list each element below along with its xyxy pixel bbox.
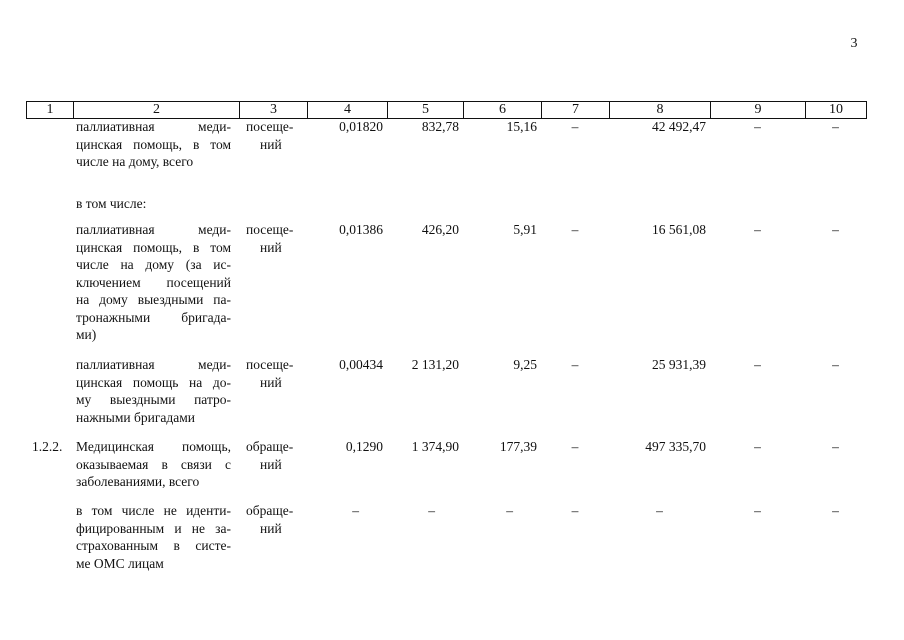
row-code [26, 195, 73, 221]
row-name-line: тронажными бригада- [76, 309, 231, 325]
cell-col9: – [754, 439, 761, 454]
column-number-6: 6 [464, 102, 542, 119]
cell-col10: – [832, 222, 839, 237]
row-name [73, 438, 239, 502]
cell-col4: 0,00434 [339, 357, 383, 372]
cell-col9: – [754, 119, 761, 134]
row-name-line: в том числе не иденти- [76, 503, 231, 518]
column-number-4: 4 [308, 102, 388, 119]
row-name-line: ключением посещений [76, 274, 231, 290]
cell-col5: 426,20 [421, 222, 459, 237]
row-name-line: числе на дому, всего [76, 154, 194, 169]
row-unit-line: обраще- [246, 439, 294, 454]
column-number-7: 7 [542, 102, 610, 119]
cell-col4: 0,01820 [339, 119, 383, 134]
cell-col6: – [506, 503, 513, 518]
row-name-line: числе на дому (за ис- [76, 257, 231, 272]
row-name-line: му выездными патро- [76, 392, 231, 407]
cell-col10: – [832, 119, 839, 134]
row-unit [239, 356, 307, 438]
row-name [73, 195, 239, 221]
row-name [73, 221, 239, 356]
cell-col4: – [352, 503, 359, 518]
row-name-line: Медицинская помощь, [76, 439, 231, 454]
row-name-line: паллиативная меди- [76, 222, 231, 237]
row-name-line: оказываемая в связи с [76, 456, 231, 472]
cell-col6: 5,91 [513, 222, 537, 237]
row-unit-line: ний [260, 456, 282, 472]
row-name-line: заболеваниями, всего [76, 474, 200, 489]
cell-col7: – [571, 439, 579, 454]
row-name-line: цинская помощь, в том [76, 136, 231, 152]
cell-col7: – [571, 119, 579, 134]
cell-col6: 15,16 [506, 119, 537, 134]
data-table [26, 118, 866, 580]
row-name-line: в том числе: [76, 196, 147, 211]
cell-col5: 1 374,90 [411, 439, 459, 454]
row-code [26, 356, 73, 438]
cell-col10: – [832, 503, 839, 518]
cell-col8: 25 931,39 [652, 357, 706, 372]
row-name [73, 356, 239, 438]
row-unit-line: ний [260, 239, 282, 255]
cell-col7: – [571, 503, 579, 518]
cell-col4: 0,01386 [339, 222, 383, 237]
column-number-5: 5 [388, 102, 464, 119]
row-name-line: ме ОМС лицам [76, 555, 164, 571]
row-unit-line: ний [260, 136, 282, 152]
row-unit [239, 118, 307, 195]
cell-col7: – [571, 222, 579, 237]
cell-col5: 2 131,20 [411, 357, 459, 372]
cell-col10: – [832, 439, 839, 454]
row-code [26, 221, 73, 356]
row-name-line: цинская помощь на до- [76, 374, 231, 390]
row-unit-line: ний [260, 374, 282, 390]
table-row [26, 502, 866, 580]
cell-col8: 497 335,70 [645, 439, 706, 454]
row-unit [239, 438, 307, 502]
row-code [26, 118, 73, 195]
row-unit-line: посеще- [246, 222, 294, 237]
row-code [26, 502, 73, 580]
row-name-line: цинская помощь, в том [76, 239, 231, 255]
cell-col9: – [754, 357, 761, 372]
row-unit [239, 502, 307, 580]
cell-col6: 177,39 [499, 439, 537, 454]
cell-col5: – [428, 503, 435, 518]
row-name-line: нажными бригадами [76, 409, 195, 425]
column-number-3: 3 [240, 102, 308, 119]
table-row [26, 118, 866, 195]
row-name-line: ми) [76, 327, 97, 342]
column-number-8: 8 [610, 102, 711, 119]
column-number-1: 1 [27, 102, 74, 119]
row-unit-line: обраще- [246, 503, 294, 518]
column-number-2: 2 [74, 102, 240, 119]
table-row [26, 356, 866, 438]
cell-col7: – [571, 357, 579, 372]
row-name-line: на дому выездными па- [76, 292, 231, 307]
column-number-header [26, 101, 867, 119]
row-name-line: паллиативная меди- [76, 357, 231, 372]
row-unit [239, 221, 307, 356]
cell-col9: – [754, 503, 761, 518]
table-row [26, 195, 866, 221]
row-name-line: страхованным в систе- [76, 538, 231, 553]
row-unit-line: посеще- [246, 357, 294, 372]
table-row [26, 438, 866, 502]
column-number-9: 9 [711, 102, 806, 119]
cell-col4: 0,1290 [345, 439, 383, 454]
cell-col9: – [754, 222, 761, 237]
cell-col10: – [832, 357, 839, 372]
row-name-line: фицированным и не за- [76, 520, 231, 536]
row-unit-line: посеще- [246, 119, 294, 134]
page-number: 3 [850, 36, 858, 51]
cell-col5: 832,78 [421, 119, 459, 134]
cell-col8: 42 492,47 [652, 119, 706, 134]
cell-col8: – [656, 503, 663, 518]
column-number-10: 10 [806, 102, 867, 119]
table-row [26, 221, 866, 356]
row-code: 1.2.2. [32, 439, 63, 454]
cell-col6: 9,25 [513, 357, 537, 372]
row-unit-line: ний [260, 520, 282, 536]
row-name-line: паллиативная меди- [76, 119, 231, 134]
row-name [73, 502, 239, 580]
row-name [73, 118, 239, 195]
cell-col8: 16 561,08 [652, 222, 706, 237]
